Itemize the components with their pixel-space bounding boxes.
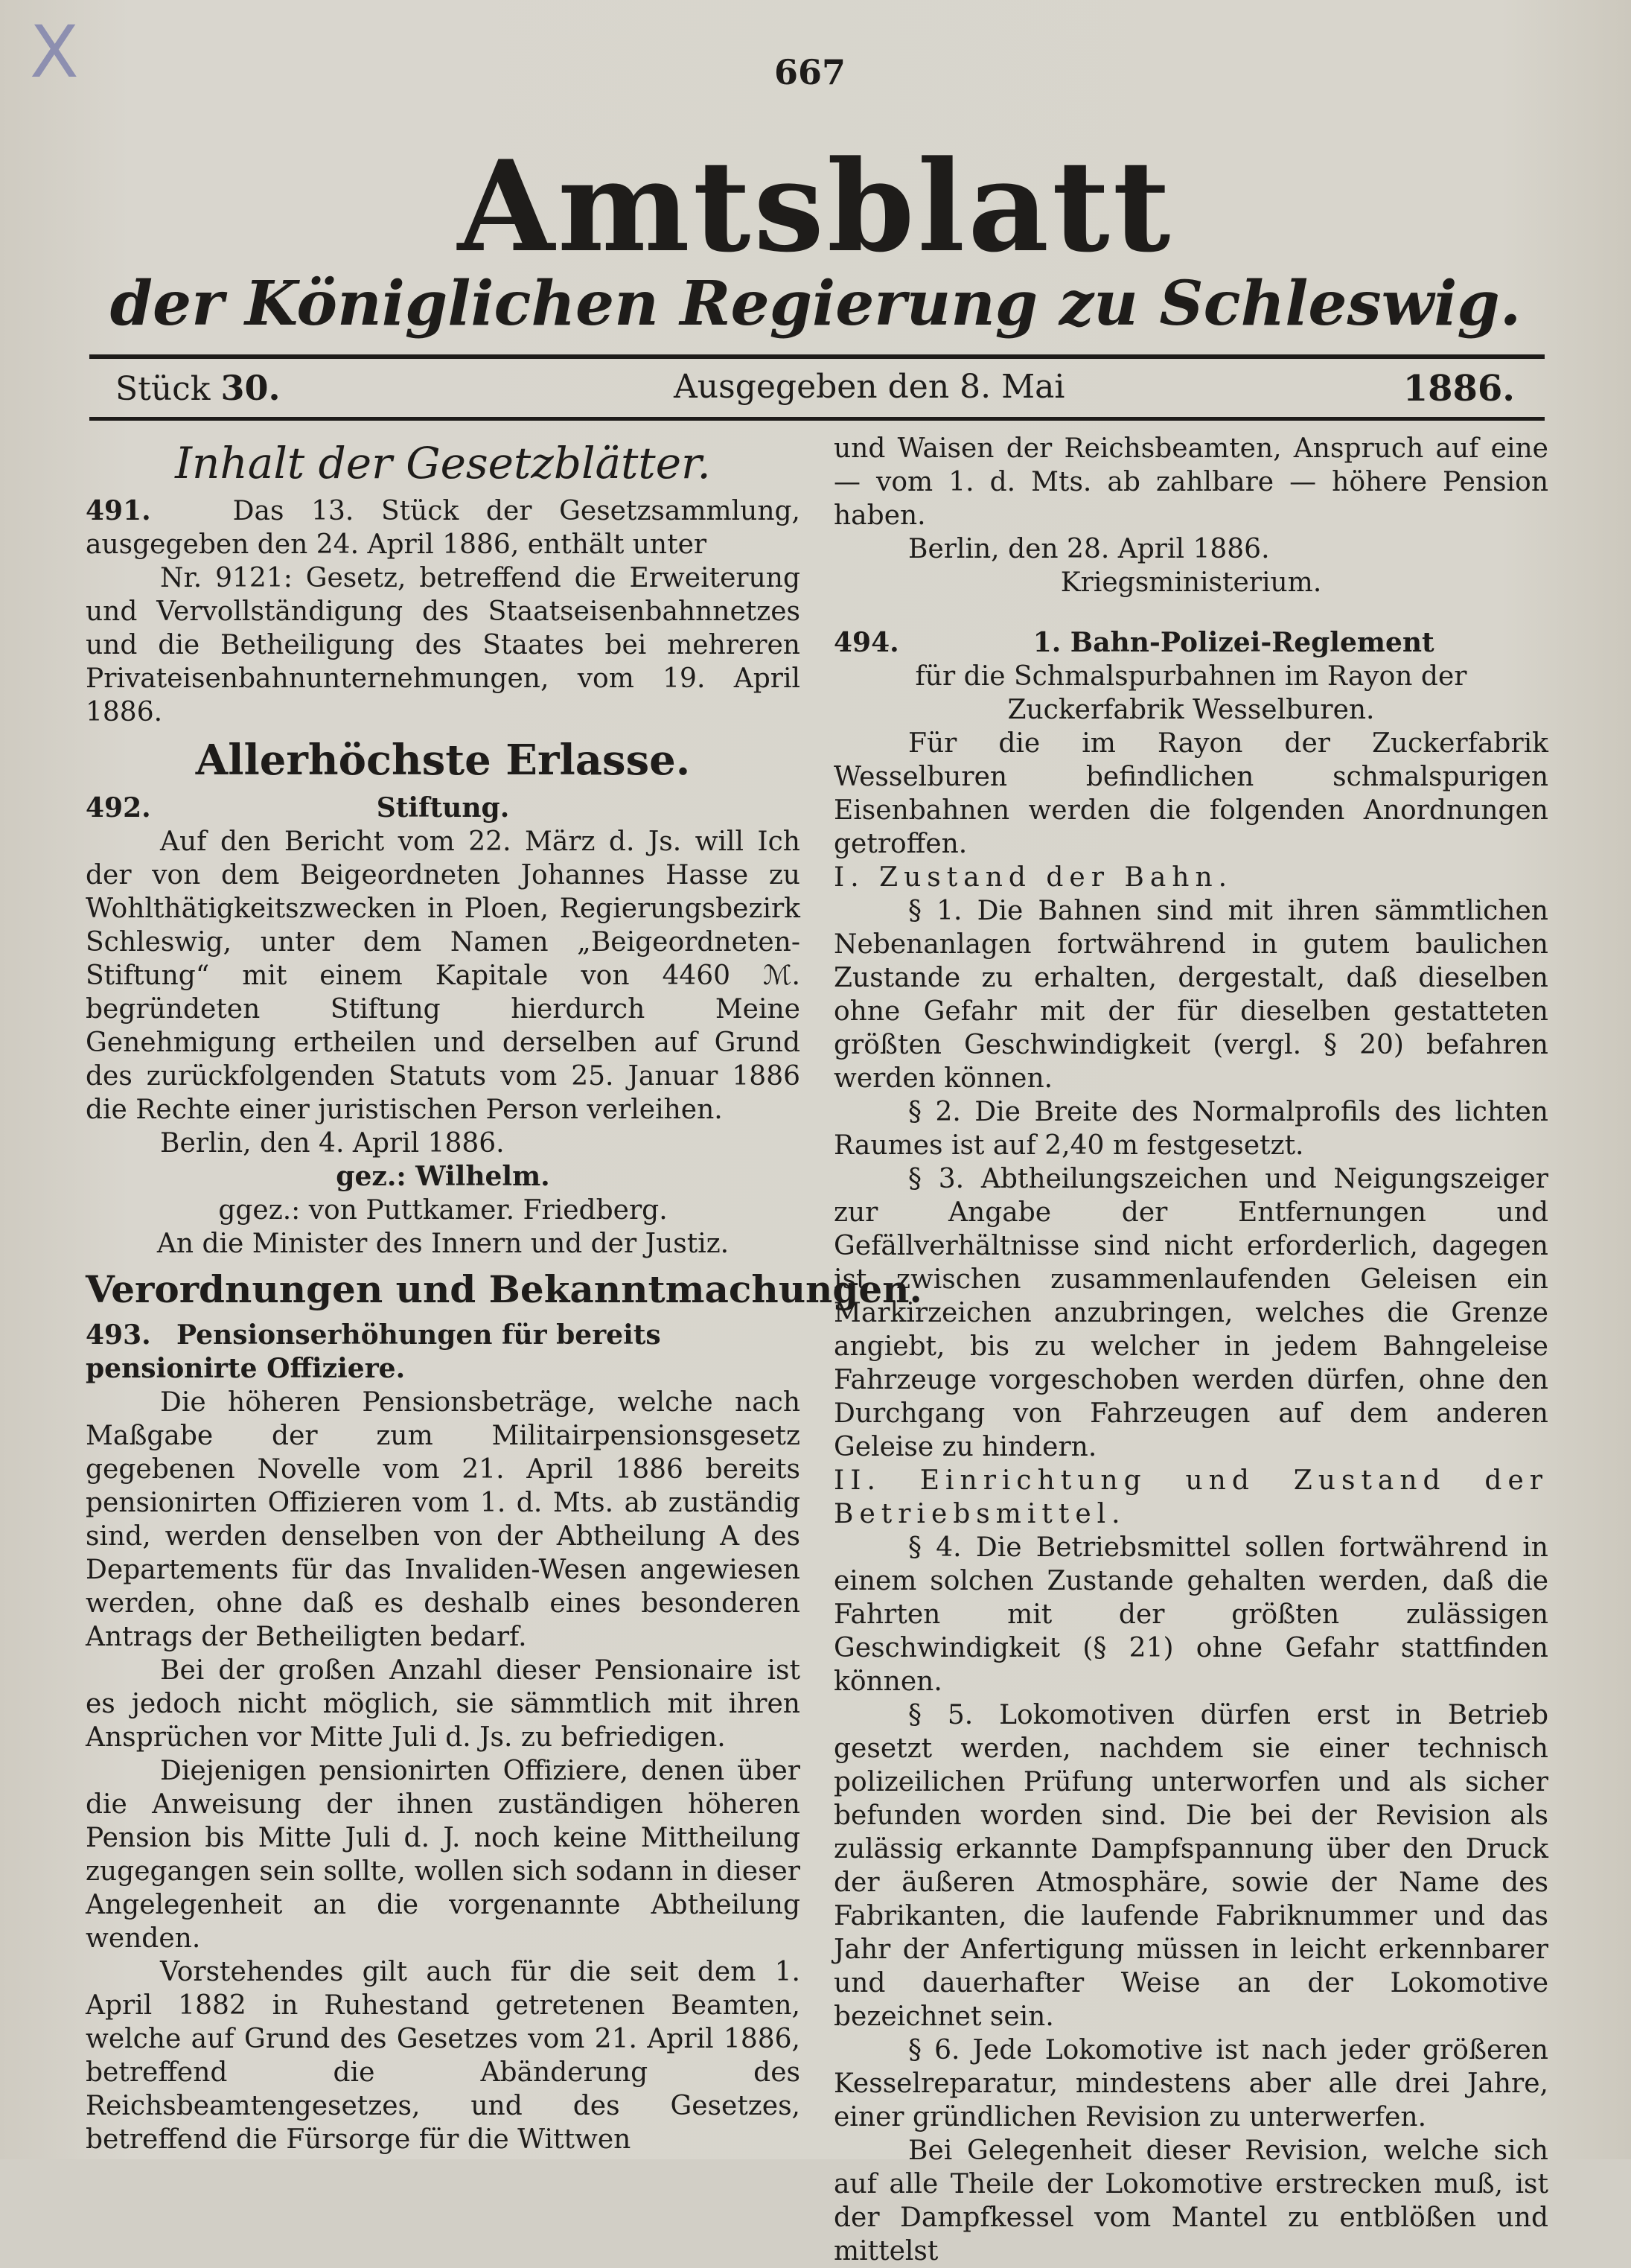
issue-line [115,368,1515,412]
item-492-title: Stiftung. [376,792,510,824]
issue-label: Stück [115,370,211,408]
page-number: 667 [774,52,846,92]
header-bottom-rule [89,417,1545,421]
section-heading-erlasse: Allerhöchste Erlasse. [195,736,691,785]
item-491-text [86,494,800,561]
item-494-title: 1. Bahn-Polizei-Reglement [1032,627,1434,658]
item-491-body: Nr. 9121: Gesetz, betreffend die Erweiterung und Vervollständigung des Staatseisenbahnnetzes und die Betheiligung des Staates bei mehreren Privateisenbahnunternehmungen, vom 19. April 1886. [86,563,800,727]
issue-number [115,368,281,408]
item-493-continuation: und Waisen der Reichsbeamten, Anspruch auf eine — vom 1. d. Mts. ab zahlbare — höhere Pension haben. [834,433,1548,531]
item-493-para-3: Diejenigen pensionirten Offiziere, denen über die Anweisung der ihnen zuständigen höheren Pension bis Mitte Juli d. J. noch keine Mittheilung zugegangen sein sollte, wollen sich sodann in dieser Angelegenheit an die vorgenannte Abtheilung wenden. [86,1756,800,1954]
paragraph-1: § 1. Die Bahnen sind mit ihren sämmtlichen Nebenanlagen fortwährend in gutem baulichen Zustande zu erhalten, dergestalt, daß dieselben ohne Gefahr mit der für dieselben gestatteten größten Geschwindigkeit (vergl. § 20) befahren werden können. [834,896,1548,1094]
item-number: 493. [86,1319,151,1351]
item-492-signature: gez.: Wilhelm. [336,1161,550,1192]
section-heading-zustand: I. Zustand der Bahn. [834,862,1233,893]
item-494-intro: Für die im Rayon der Zuckerfabrik Wesselburen befindlichen schmalspurigen Eisenbahnen werden die folgenden Anordnungen getroffen. [834,728,1548,859]
right-column [834,432,1548,2268]
paragraph-2: § 2. Die Breite des Normalprofils des lichten Raumes ist auf 2,40 m festgesetzt. [834,1097,1548,1161]
item-493-para-1: Die höheren Pensionsbeträge, welche nach Maßgabe der zum Militairpensionsgesetz gegebenen Novelle vom 21. April 1886 bereits pensionirten Offizieren vom 1. d. Mts. ab zuständig sind, werden denselben von der Abtheilung A des Departements für das Invaliden-Wesen angewiesen werden, ohne daß es deshalb eines besonderen Antrags der Betheiligten bedarf. [86,1387,800,1652]
paragraph-6: § 6. Jede Lokomotive ist nach jeder größeren Kesselreparatur, mindestens aber alle drei Jahre, einer gründlichen Revision zu unterwerfen. [834,2035,1548,2132]
paragraph-3: § 3. Abtheilungszeichen und Neigungszeiger zur Angabe der Entfernungen und Gefällverhältnisse sind nicht erforderlich, dagegen ist zwischen zusammenlaufenden Geleisen ein Markirzeichen anzubringen, welches die Grenze angiebt, bis zu welcher in jedem Bahngeleise Fahrzeuge vorgeschoben werden dürfen, ohne den Durchgang von Fahrzeugen auf dem anderen Geleise zu hindern. [834,1164,1548,1462]
item-493-signature: Kriegsministerium. [1060,567,1322,598]
issue-year: 1886. [1402,368,1515,410]
item-493-place-date: Berlin, den 28. April 1886. [908,534,1270,564]
paragraph-4: § 4. Die Betriebsmittel sollen fortwährend in einem solchen Zustande gehalten werden, daß die Fahrten mit der größten zulässigen Geschwindigkeit (§ 21) ohne Gefahr stattfinden können. [834,1532,1548,1697]
top-rule [89,354,1545,359]
masthead-title: Amtsblatt [457,133,1174,280]
item-493-title: Pensionserhöhungen für bereits pensionirte Offiziere. [86,1319,661,1384]
item-number: 494. [834,627,899,658]
item-493-para-2: Bei der großen Anzahl dieser Pensionaire ist es jedoch nicht möglich, sie sämmtlich mit ihren Ansprüchen vor Mitte Juli d. Js. zu befriedigen. [86,1655,800,1753]
item-493-para-4: Vorstehendes gilt auch für die seit dem 1. April 1882 in Ruhestand getretenen Beamten, welche auf Grund des Gesetzes vom 21. April 1886, betreffend die Abänderung des Reichsbeamtengesetzes, und des Gesetzes, betreffend die Fürsorge für die Wittwen [86,1957,800,2155]
item-492-countersignature: ggez.: von Puttkamer. Friedberg. [218,1195,668,1226]
item-492-header [86,791,800,825]
item-494-subtitle: für die Schmalspurbahnen im Rayon der Zuckerfabrik Wesselburen. [915,661,1467,725]
item-491-intro: Das 13. Stück der Gesetzsammlung, ausgegeben den 24. April 1886, enthält unter [86,496,800,560]
issue-date: Ausgegeben den 8. Mai [674,368,1065,406]
spacer [834,599,1548,626]
item-492-place-date: Berlin, den 4. April 1886. [160,1128,505,1159]
issue-number-value: 30. [220,368,281,408]
handwritten-x-mark: X [30,10,79,94]
paragraph-5: § 5. Lokomotiven dürfen erst in Betrieb gesetzt werden, nachdem sie einer technisch polizeilichen Prüfung unterworfen und als sicher befunden worden sind. Die bei der Revision als zulässig erkannte Dampfspannung über den Druck der äußeren Atmosphäre, sowie der Name des Fabrikanten, die laufende Fabriknummer und das Jahr der Anfertigung müssen in leicht erkennbarer und dauerhafter Weise an der Lokomotive bezeichnet sein. [834,1700,1548,2032]
item-492-addressee: An die Minister des Innern und der Justiz. [156,1229,730,1259]
section-heading-verordnungen: Verordnungen und Bekanntmachungen. [86,1267,922,1311]
item-494-header [834,626,1548,660]
item-493-header [86,1319,800,1386]
item-number: 491. [86,495,151,526]
section-heading-gesetzblaetter: Inhalt der Gesetzblätter. [175,438,711,488]
item-number: 492. [86,792,151,824]
item-492-body: Auf den Bericht vom 22. März d. Js. will Ich der von dem Beigeordneten Johannes Hasse zu Wohlthätigkeitszwecken in Ploen, Regierungsbezirk Schleswig, unter dem Namen „Beigeordneten-Stiftung“ mit einem Kapitale von 4460 ℳ. begründeten Stiftung hierdurch Meine Genehmigung ertheilen und derselben auf Grund des zurückfolgenden Statuts vom 25. Januar 1886 die Rechte einer juristischen Person verleihen. [86,826,800,1125]
section-heading-betriebsmittel: II. Einrichtung und Zustand der Betriebsmittel. [834,1465,1548,1529]
paragraph-7: Bei Gelegenheit dieser Revision, welche sich auf alle Theile der Lokomotive erstrecken muß, ist der Dampfkessel vom Mantel zu entblößen und mittelst [834,2135,1548,2267]
masthead-subtitle: der Königlichen Regierung zu Schleswig. [109,268,1522,340]
